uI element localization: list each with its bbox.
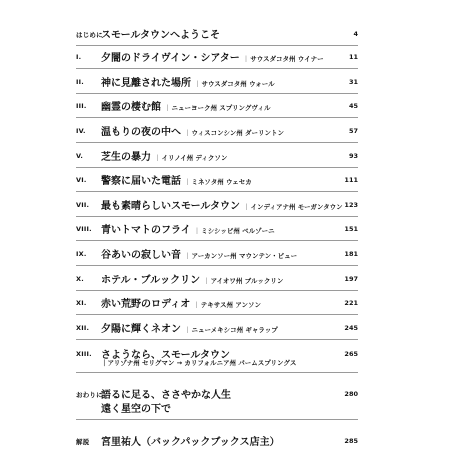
divider <box>76 191 358 192</box>
chapter-title-line <box>101 172 252 187</box>
chapter-title: ホテル・ブルックリン <box>101 275 201 286</box>
chapter-number: IV. <box>76 127 86 135</box>
page-number: 31 <box>348 78 358 86</box>
divider <box>76 93 358 94</box>
chapter-number: II. <box>76 78 84 86</box>
chapter-location: ニューヨーク州 スプリングヴィル <box>171 104 271 112</box>
chapter-title-line <box>101 221 275 236</box>
toc-entry <box>76 386 358 415</box>
separator: ｜ <box>242 55 250 63</box>
toc-entry <box>76 74 358 92</box>
divider <box>76 265 358 266</box>
chapter-location: ウィスコンシン州 ダーリントン <box>191 129 285 137</box>
chapter-title: 警察に届いた電話 <box>101 176 181 187</box>
chapter-number: XII. <box>76 324 90 332</box>
chapter-title: さようなら、スモールタウン <box>101 350 230 361</box>
chapter-number: 解説 <box>76 438 90 446</box>
divider <box>76 240 358 241</box>
chapter-title-line <box>101 123 284 138</box>
separator: ｜ <box>193 227 201 235</box>
separator: ｜ <box>193 301 200 309</box>
page-number: 285 <box>344 437 358 445</box>
chapter-number: IX. <box>76 250 87 258</box>
toc-entry <box>76 98 358 116</box>
chapter-location: テキサス州 アンソン <box>200 301 261 309</box>
chapter-title-line <box>101 295 261 310</box>
divider <box>76 68 358 69</box>
separator: ｜ <box>184 129 191 137</box>
page-number: 45 <box>348 102 358 110</box>
separator: ｜ <box>194 80 201 88</box>
chapter-location: ミネソタ州 ウェセカ <box>191 178 252 186</box>
chapter-location: アーカンソー州 マウンテン・ビュー <box>191 252 298 260</box>
chapter-number: XIII. <box>76 350 92 358</box>
chapter-title: 赤い荒野のロディオ <box>101 299 191 310</box>
chapter-number: VI. <box>76 176 87 184</box>
chapter-title-line <box>101 26 220 41</box>
toc-entry <box>76 148 358 166</box>
chapter-location: イリノイ州 ディクソン <box>161 154 228 162</box>
divider <box>76 339 358 340</box>
chapter-title: 神に見離された場所 <box>101 78 191 89</box>
chapter-title: 幽霊の棲む館 <box>101 102 161 113</box>
separator: ｜ <box>203 277 210 285</box>
chapter-number: X. <box>76 275 84 283</box>
chapter-location: ニューメキシコ州 ギャラップ <box>191 326 278 334</box>
divider <box>76 290 358 291</box>
page-number: 265 <box>344 350 358 358</box>
separator: ｜ <box>184 252 191 260</box>
separator: ｜ <box>154 154 161 162</box>
chapter-title-line <box>101 197 343 212</box>
chapter-title: 芝生の暴力 <box>101 152 151 163</box>
chapter-title-line <box>101 148 227 163</box>
toc-entry <box>76 49 358 67</box>
chapter-number: おわりに <box>76 391 103 399</box>
toc-entry <box>76 246 358 264</box>
separator: ｜ <box>164 104 171 112</box>
chapter-location: アイオワ州 ブルックリン <box>210 277 284 285</box>
chapter-number: III. <box>76 102 87 110</box>
page-number: 11 <box>348 53 358 61</box>
page-number: 197 <box>344 275 358 283</box>
page-number: 151 <box>344 225 358 233</box>
chapter-location: サウスダコタ州 ウォール <box>201 80 275 88</box>
chapter-number: V. <box>76 152 84 160</box>
toc-entry <box>76 295 358 313</box>
divider <box>76 419 358 420</box>
divider <box>76 372 358 373</box>
chapter-title: 温もりの夜の中へ <box>101 127 181 138</box>
toc-entry <box>76 346 358 367</box>
page-number: 181 <box>344 250 358 258</box>
divider <box>76 167 358 168</box>
chapter-title: スモールタウンへようこそ <box>101 30 220 41</box>
toc-entry <box>76 197 358 215</box>
chapter-location: インディアナ州 モーガンタウン <box>250 203 343 211</box>
separator: ｜ <box>243 203 250 211</box>
page-number: 93 <box>348 152 358 160</box>
chapter-number: VII. <box>76 201 90 209</box>
chapter-title-continued: 遠く星空の下で <box>101 404 171 415</box>
page-number: 111 <box>344 176 358 184</box>
page-number: 245 <box>344 324 358 332</box>
chapter-title-line <box>101 433 280 448</box>
divider <box>76 142 358 143</box>
chapter-number: VIII. <box>76 225 92 233</box>
separator: ｜ <box>184 326 191 334</box>
page-number: 221 <box>344 299 358 307</box>
chapter-title-line <box>101 320 278 335</box>
toc-entry <box>76 221 358 239</box>
chapter-title: 夕陽に輝くネオン <box>101 324 181 335</box>
page-number: 4 <box>353 30 358 38</box>
chapter-number: I. <box>76 53 82 61</box>
chapter-title: 語るに足る、ささやかな人生 <box>101 390 231 401</box>
chapter-location: サウスダコタ州 ウイナー <box>250 55 324 63</box>
divider <box>76 216 358 217</box>
chapter-title-line <box>101 271 283 286</box>
divider <box>76 314 358 315</box>
chapter-location: ｜アリゾナ州 セリグマン → カリフォルニア州 パームスプリングス <box>101 359 297 367</box>
chapter-number: XI. <box>76 299 87 307</box>
divider <box>76 45 358 46</box>
toc-entry <box>76 271 358 289</box>
toc-entry <box>76 433 358 451</box>
chapter-title-line <box>101 98 270 113</box>
separator: ｜ <box>184 178 191 186</box>
chapter-title: 谷あいの寂しい音 <box>101 250 181 261</box>
chapter-title-line <box>101 246 297 261</box>
chapter-number: はじめに <box>76 31 103 39</box>
chapter-title: 宮里祐人（バックパックブックス店主） <box>101 437 280 448</box>
chapter-title-line <box>101 74 275 89</box>
chapter-title-line <box>101 49 324 64</box>
chapter-title: 最も素晴らしいスモールタウン <box>101 201 240 212</box>
toc-entry <box>76 123 358 141</box>
chapter-title: 青いトマトのフライ <box>101 225 191 236</box>
chapter-location: ミシシッピ州 ベルゾーニ <box>201 227 275 235</box>
toc-entry <box>76 172 358 190</box>
divider <box>76 117 358 118</box>
page-number: 57 <box>348 127 358 135</box>
page-number: 123 <box>344 201 358 209</box>
chapter-title-line <box>101 386 231 401</box>
toc-entry <box>76 320 358 338</box>
chapter-title: 夕闇のドライヴイン・シアター <box>101 53 240 64</box>
page-number: 280 <box>344 390 358 398</box>
toc-entry <box>76 26 358 44</box>
